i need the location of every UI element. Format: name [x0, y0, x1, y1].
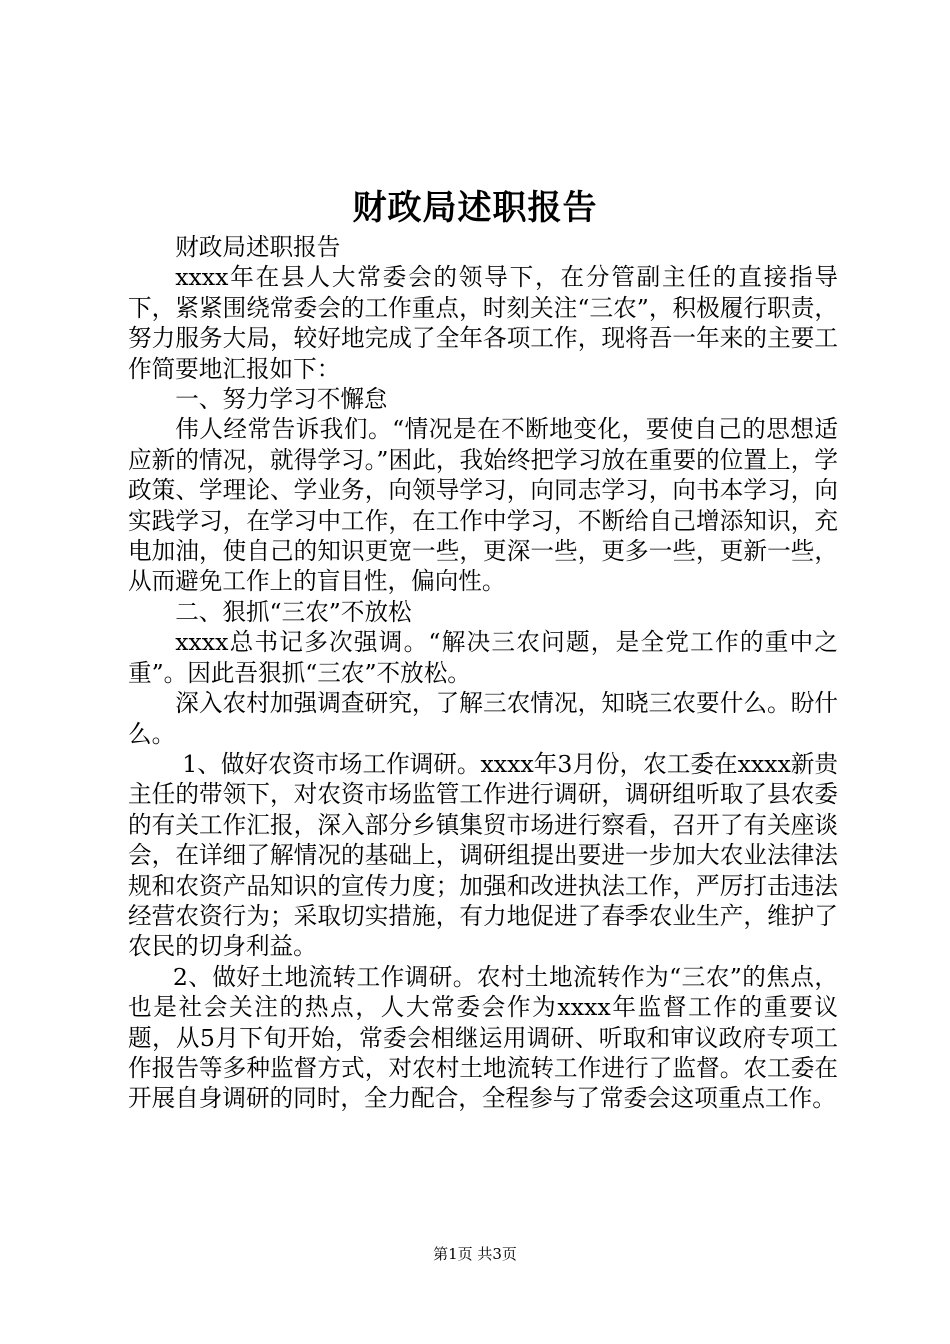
section-heading-study: 一、努力学习不懈怠 — [175, 385, 388, 414]
paragraph-item-2: 2、做好土地流转工作调研。农村土地流转作为“三农”的焦点，也是社会关注的热点，人大常委会作为xxxx年监督工作的重要议题，从5月下旬开始，常委会相继运用调研、听取和审议政府专项工作报告等多种监督方式，对农村土地流转工作进行了监督。农工委在开展自身调研的同时，全力配合，全程参与了常委会这项重点工作。 — [128, 962, 838, 1113]
document-title: 财政局述职报告 — [352, 188, 598, 228]
paragraph-sannong: xxxx总书记多次强调。“解决三农问题，是全党工作的重中之重”。因此吾狠抓“三农”不放松。 — [128, 628, 838, 687]
document-body — [128, 232, 838, 1114]
paragraph-intro: xxxx年在县人大常委会的领导下，在分管副主任的直接指导下，紧紧围绕常委会的工作重点，时刻关注“三农”，积极履行职责，努力服务大局，较好地完成了全年各项工作，现将吾一年来的主要工作简要地汇报如下： — [128, 263, 838, 383]
section-heading-sannong: 二、狠抓“三农”不放松 — [175, 597, 412, 626]
paragraph-research: 深入农村加强调查研究，了解三农情况，知晓三农要什么。盼什么。 — [128, 689, 838, 748]
paragraph-item-1: 1、做好农资市场工作调研。xxxx年3月份，农工委在xxxx新贵主任的带领下，对农资市场监管工作进行调研，调研组听取了县农委的有关工作汇报，深入部分乡镇集贸市场进行察看，召开了有关座谈会，在详细了解情况的基础上，调研组提出要进一步加大农业法律法规和农资产品知识的宣传力度；加强和改进执法工作，严厉打击违法经营农资行为；采取切实措施，有力地促进了春季农业生产，维护了农民的切身利益。 — [128, 749, 838, 961]
paragraph-study: 伟人经常告诉我们。“情况是在不断地变化，要使自己的思想适应新的情况，就得学习。”困此，我始终把学习放在重要的位置上，学政策、学理论、学业务，向领导学习，向同志学习，向书本学习，向实践学习，在学习中工作，在工作中学习，不断给自己增添知识，充电加油，使自己的知识更宽一些，更深一些，更多一些，更新一些，从而避免工作上的盲目性，偏向性。 — [128, 415, 838, 596]
paragraph-subtitle: 财政局述职报告 — [175, 233, 341, 261]
page-footer: 第1页 共3页 — [433, 1245, 517, 1263]
